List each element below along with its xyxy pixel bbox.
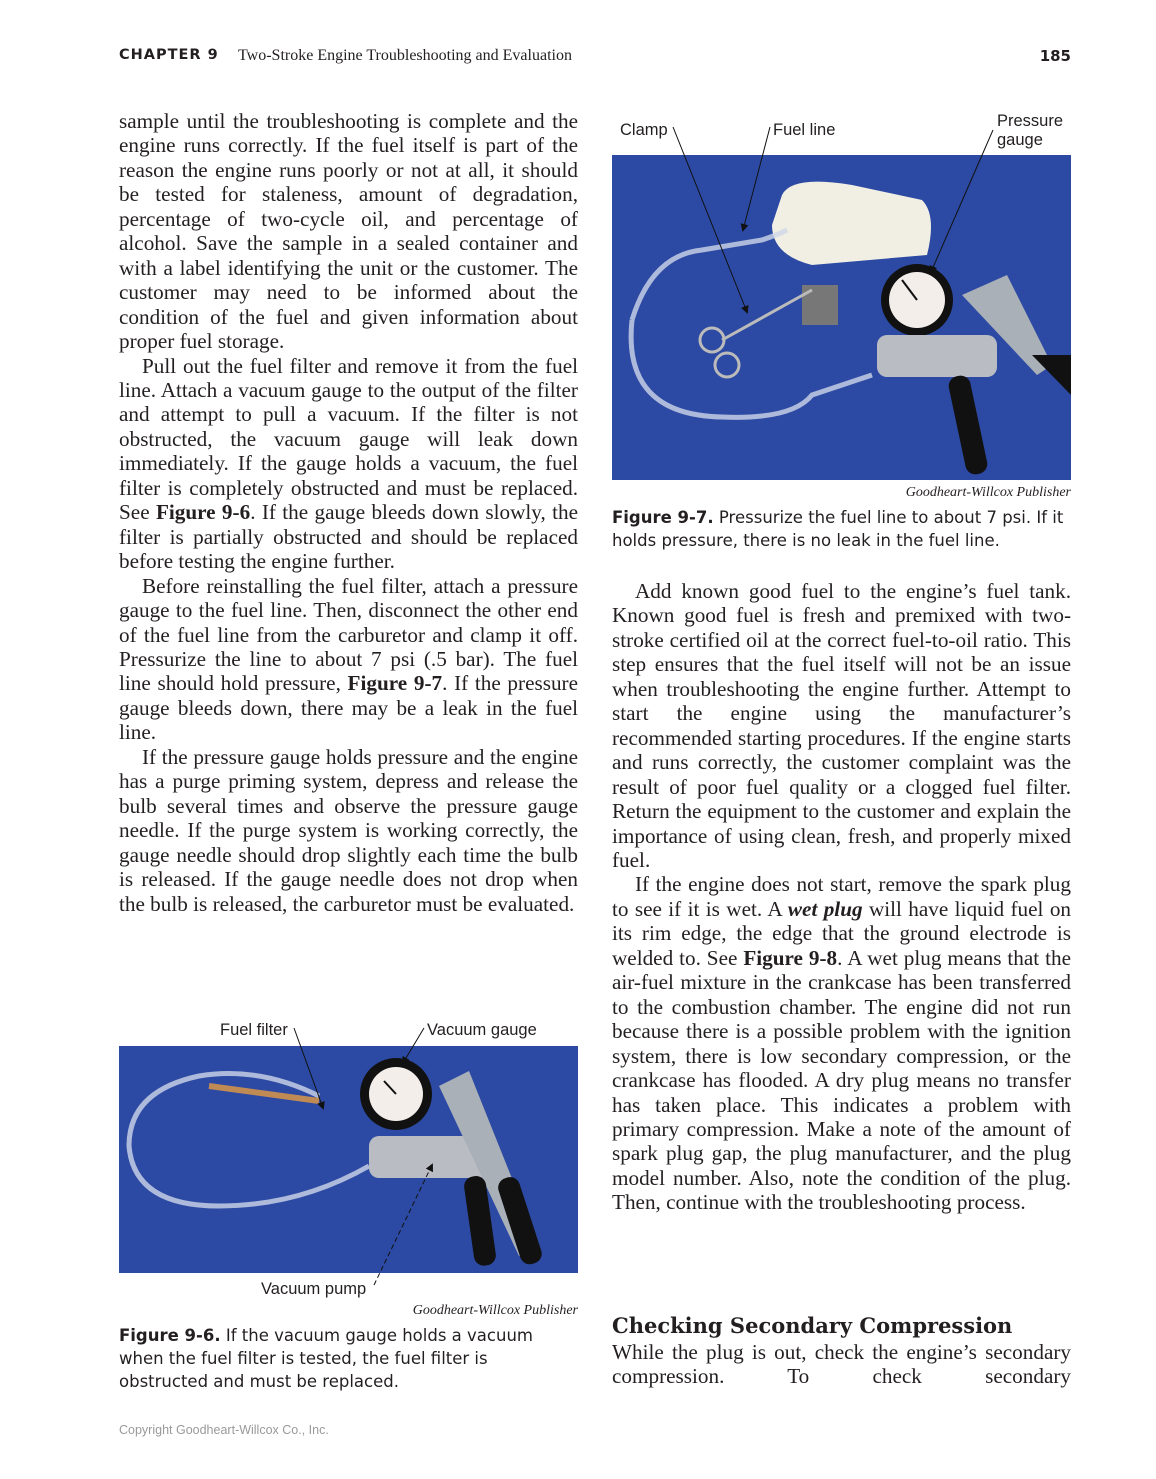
photo-credit: Goodheart-Willcox Publisher xyxy=(412,1303,578,1318)
paragraph: Add known good fuel to the engine’s fuel tank. Known good fuel is fresh and premixed with two-stroke certified oil at the correct fuel-to-oil ratio. This step ensures that the fuel itself will not be an issue when troubleshooting the engine further. Attempt to start the engine using the manufacturer’s recommended starting procedures. If the engine starts and runs correctly, the customer complaint was the result of poor fuel quality or a clogged fuel filter. Return the equipment to the customer and explain the importance of using clean, fresh, and properly mixed fuel. xyxy=(612,579,1071,872)
right-column-continued xyxy=(612,1340,1071,1389)
vacuum-test-photo xyxy=(119,1046,578,1273)
figure-caption: Figure 9-7. Pressurize the fuel line to about 7 psi. If it holds pressure, there is no leak in the fuel line. xyxy=(612,508,1064,550)
photo-credit: Goodheart-Willcox Publisher xyxy=(905,485,1071,500)
label-fuel-line: Fuel line xyxy=(773,121,836,139)
photo-illustration xyxy=(612,155,1071,480)
figure-reference: Figure 9-8 xyxy=(743,945,838,970)
figure-reference: Figure 9-6 xyxy=(155,500,251,525)
key-term: wet plug xyxy=(787,896,863,921)
label-pressure-gauge: Pressure gauge xyxy=(997,112,1064,149)
label-clamp: Clamp xyxy=(620,121,668,139)
chapter-number: CHAPTER 9 xyxy=(119,47,219,63)
label-vacuum-gauge: Vacuum gauge xyxy=(427,1021,537,1039)
figure-caption: Figure 9-6. If the vacuum gauge holds a vacuum when the fuel filter is tested, the fuel filter is obstructed and must be replaced. xyxy=(119,1326,533,1391)
section-heading: Checking Secondary Compression xyxy=(612,1313,1013,1338)
page-number: 185 xyxy=(1039,47,1071,65)
label-fuel-filter: Fuel filter xyxy=(220,1021,288,1039)
copyright-footer: Copyright Goodheart-Willcox Co., Inc. xyxy=(119,1423,329,1437)
paragraph: If the engine does not start, remove the spark plug to see if it is wet. A wet plug will have liquid fuel on its rim edge, the edge that the ground electrode is welded to. See Figure 9-8. A wet plug means that the air-fuel mixture in the crankcase has been transferred to the combustion chamber. The engine did not run because there is a possible problem with the ignition system, there is low secondary compression, or the crankcase has flooded. A dry plug means no transfer has taken place. This indicates a problem with primary compression. Make a note of the amount of spark plug gap, the plug manufacturer, and the plug model number. Also, note the condition of the plug. Then, continue with the troubleshooting process. xyxy=(612,872,1072,1215)
paragraph: If the pressure gauge holds pressure and the engine has a purge priming system, depress and release the bulb several times and observe the pressure gauge needle. If the purge system is working correctly, the gauge needle should drop slightly each time the bulb is released. If the gauge needle does not drop when the bulb is released, the carburetor must be evaluated. xyxy=(119,744,578,916)
right-column xyxy=(612,579,1071,1215)
chapter-title: Two-Stroke Engine Troubleshooting and Evaluation xyxy=(238,47,572,64)
label-vacuum-pump: Vacuum pump xyxy=(261,1280,367,1298)
paragraph: While the plug is out, check the engine’s secondary compression. To check secondary xyxy=(612,1340,1071,1389)
paragraph: Before reinstalling the fuel filter, attach a pressure gauge to the fuel line. Then, disconnect the other end of the fuel line from the carburetor and clamp it off. Pressurize the line to about 7 psi (.5 bar). The fuel line should hold pressure, Figure 9-7. If the pressure gauge bleeds down, there may be a leak in the fuel line. xyxy=(119,573,579,745)
paragraph: Pull out the fuel filter and remove it from the fuel line. Attach a vacuum gauge to the output of the filter and attempt to pull a vacuum. If the filter is not obstructed, the vacuum gauge will leak down immediately. If the gauge holds a vacuum, the fuel filter is completely obstructed and must be replaced. See Figure 9-6. If the gauge bleeds down slowly, the filter is partially obstructed and should be replaced before testing the engine further. xyxy=(119,353,579,574)
paragraph: sample until the troubleshooting is complete and the engine runs correctly. If the fuel itself is part of the reason the engine runs poorly or not at all, it should be tested for staleness, amount of degradation, percentage of two-cycle oil, and percentage of alcohol. Save the sample in a sealed container and with a label identifying the unit or the customer. The customer may need to be informed about the condition of the fuel and given information about proper fuel storage. xyxy=(119,109,578,354)
pressure-test-photo xyxy=(612,155,1071,480)
figure-reference: Figure 9-7 xyxy=(347,671,443,696)
left-column xyxy=(119,109,578,916)
photo-illustration xyxy=(119,1046,578,1273)
